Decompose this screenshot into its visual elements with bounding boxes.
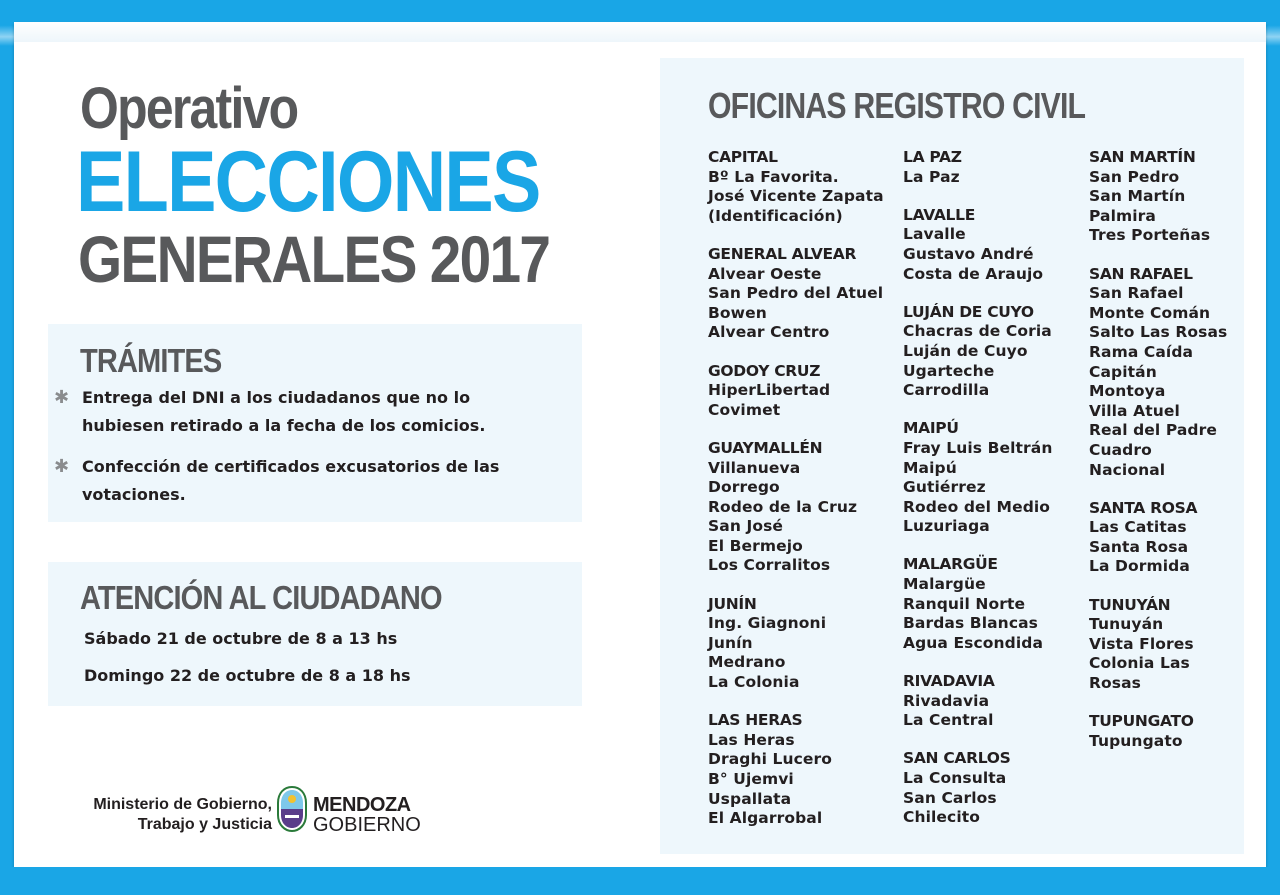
- office-location: Colonia Las: [1089, 654, 1190, 673]
- office-location: José Vicente Zapata: [708, 187, 884, 206]
- atencion-panel: [48, 562, 582, 706]
- atencion-heading: ATENCIÓN AL CIUDADANO: [80, 579, 442, 616]
- mendoza-shield-icon: [276, 785, 308, 833]
- office-location: Luzuriaga: [903, 517, 990, 536]
- office-location: Rivadavia: [903, 691, 990, 710]
- office-location: La Paz: [903, 167, 960, 186]
- department-name: TUNUYÁN: [1089, 595, 1171, 614]
- office-location: Uspallata: [708, 789, 792, 808]
- department-name: CAPITAL: [708, 148, 778, 166]
- office-location: (Identificación): [708, 206, 843, 225]
- department-name: MALARGÜE: [903, 555, 998, 574]
- office-group: [903, 148, 1088, 187]
- offices-panel: [660, 58, 1244, 854]
- office-group: [903, 206, 1088, 284]
- bottom-band: [0, 867, 1280, 895]
- office-location: Costa de Araujo: [903, 264, 1044, 283]
- office-location: Fray Luis Beltrán: [903, 438, 1053, 457]
- department-name: LA PAZ: [903, 148, 962, 166]
- office-location: San Pedro del Atuel: [708, 284, 884, 303]
- office-group: [708, 439, 898, 576]
- office-location: San Rafael: [1089, 284, 1184, 303]
- office-group: [708, 711, 898, 829]
- asterisk-icon: ✱: [54, 387, 70, 408]
- department-name: GODOY CRUZ: [708, 361, 821, 380]
- office-location: Monte Comán: [1089, 303, 1211, 322]
- office-location: HiperLibertad: [708, 381, 831, 400]
- office-location: Real del Padre: [1089, 421, 1217, 440]
- office-location: Las Catitas: [1089, 518, 1187, 537]
- offices-column: [1089, 148, 1239, 770]
- office-location: Agua Escondida: [903, 633, 1044, 652]
- office-location: Cuadro: [1089, 440, 1152, 459]
- office-location: Carrodilla: [903, 381, 990, 400]
- tramites-heading: TRÁMITES: [80, 342, 222, 379]
- department-name: SAN RAFAEL: [1089, 264, 1193, 283]
- office-location: Alvear Oeste: [708, 264, 822, 283]
- office-location: La Dormida: [1089, 557, 1190, 576]
- offices-heading: OFICINAS REGISTRO CIVIL: [708, 85, 1086, 126]
- office-location: Ing. Giagnoni: [708, 614, 827, 633]
- office-location: Draghi Lucero: [708, 750, 833, 769]
- offices-column: [903, 148, 1088, 846]
- title-operativo: Operativo: [80, 76, 298, 141]
- office-location: Salto Las Rosas: [1089, 323, 1228, 342]
- office-location: El Algarrobal: [708, 809, 823, 828]
- office-location: La Central: [903, 711, 994, 730]
- department-name: TUPUNGATO: [1089, 712, 1194, 731]
- office-group: [708, 148, 898, 226]
- office-location: El Bermejo: [708, 536, 803, 555]
- department-name: LUJÁN DE CUYO: [903, 302, 1034, 321]
- office-group: [1089, 596, 1239, 694]
- office-group: [1089, 148, 1239, 246]
- office-location: Alvear Centro: [708, 323, 830, 342]
- department-name: SAN MARTÍN: [1089, 148, 1196, 166]
- department-name: RIVADAVIA: [903, 672, 995, 691]
- office-location: Tupungato: [1089, 731, 1183, 750]
- office-location: Junín: [708, 633, 753, 652]
- office-location: San Pedro: [1089, 167, 1180, 186]
- office-location: Gutiérrez: [903, 478, 986, 497]
- department-name: GENERAL ALVEAR: [708, 244, 857, 263]
- office-location: San Carlos: [903, 788, 997, 807]
- office-location: Montoya: [1089, 382, 1166, 401]
- ministerio-logo-text: [86, 795, 272, 835]
- department-name: MAIPÚ: [903, 419, 959, 438]
- ministerio-line2: Trabajo y Justicia: [137, 816, 272, 833]
- office-location: Ugarteche: [903, 361, 995, 380]
- office-location: Dorrego: [708, 478, 780, 497]
- office-location: Chilecito: [903, 808, 981, 827]
- brand-mendoza: MENDOZA: [313, 794, 411, 816]
- office-location: Bardas Blancas: [903, 614, 1038, 633]
- office-location: Covimet: [708, 400, 781, 419]
- office-location: Los Corralitos: [708, 556, 831, 575]
- office-location: Medrano: [708, 653, 786, 672]
- office-group: [708, 362, 898, 421]
- office-location: Palmira: [1089, 206, 1156, 225]
- asterisk-icon: ✱: [54, 456, 70, 477]
- office-group: [1089, 712, 1239, 751]
- office-group: [1089, 265, 1239, 481]
- office-location: Maipú: [903, 458, 957, 477]
- office-location: Rama Caída: [1089, 342, 1194, 361]
- title-generales: GENERALES 2017: [78, 222, 550, 296]
- department-name: SAN CARLOS: [903, 749, 1011, 768]
- office-group: [708, 245, 898, 343]
- office-group: [903, 749, 1088, 827]
- department-name: LAS HERAS: [708, 711, 803, 730]
- office-group: [903, 672, 1088, 731]
- office-location: La Colonia: [708, 673, 800, 692]
- office-location: Nacional: [1089, 460, 1166, 479]
- office-location: La Consulta: [903, 769, 1007, 787]
- schedule-saturday: Sábado 21 de octubre de 8 a 13 hs: [84, 629, 398, 648]
- office-location: Malargüe: [903, 575, 986, 594]
- office-location: Tunuyán: [1089, 615, 1164, 634]
- office-location: Lavalle: [903, 225, 966, 244]
- office-location: Las Heras: [708, 730, 795, 749]
- office-location: Ranquil Norte: [903, 594, 1026, 613]
- tramites-item-text: Confección de certificados excusatorios de las votaciones.: [82, 457, 500, 504]
- office-group: [1089, 499, 1239, 577]
- office-location: Vista Flores: [1089, 634, 1194, 653]
- department-name: SANTA ROSA: [1089, 498, 1198, 517]
- department-name: LAVALLE: [903, 205, 976, 224]
- title-elecciones: ELECCIONES: [76, 134, 540, 230]
- office-group: [903, 555, 1088, 653]
- office-location: Tres Porteñas: [1089, 226, 1211, 245]
- schedule-sunday: Domingo 22 de octubre de 8 a 18 hs: [84, 666, 411, 685]
- office-location: Rosas: [1089, 674, 1141, 693]
- office-location: San José: [708, 517, 784, 536]
- office-location: Gustavo André: [903, 244, 1034, 263]
- tramites-panel: [48, 324, 582, 522]
- tramites-item-text: Entrega del DNI a los ciudadanos que no lo hubiesen retirado a la fecha de los comicios.: [82, 388, 486, 435]
- office-location: Rodeo del Medio: [903, 497, 1051, 516]
- office-location: B° Ujemvi: [708, 770, 794, 788]
- office-location: San Martín: [1089, 187, 1186, 206]
- department-name: JUNÍN: [708, 594, 757, 613]
- office-location: Bº La Favorita.: [708, 167, 839, 186]
- office-group: [903, 303, 1088, 401]
- offices-column: [708, 148, 898, 847]
- office-location: Rodeo de la Cruz: [708, 497, 858, 516]
- office-group: [708, 595, 898, 693]
- office-location: Capitán: [1089, 362, 1157, 381]
- office-location: Luján de Cuyo: [903, 341, 1028, 360]
- office-location: Villanueva: [708, 458, 801, 477]
- department-name: GUAYMALLÉN: [708, 438, 823, 457]
- brand-gobierno: GOBIERNO: [313, 814, 421, 836]
- office-group: [903, 419, 1088, 537]
- office-location: Santa Rosa: [1089, 537, 1189, 556]
- office-location: Chacras de Coria: [903, 322, 1052, 341]
- office-location: Bowen: [708, 303, 767, 322]
- office-location: Villa Atuel: [1089, 401, 1180, 420]
- ministerio-line1: Ministerio de Gobierno,: [93, 796, 272, 813]
